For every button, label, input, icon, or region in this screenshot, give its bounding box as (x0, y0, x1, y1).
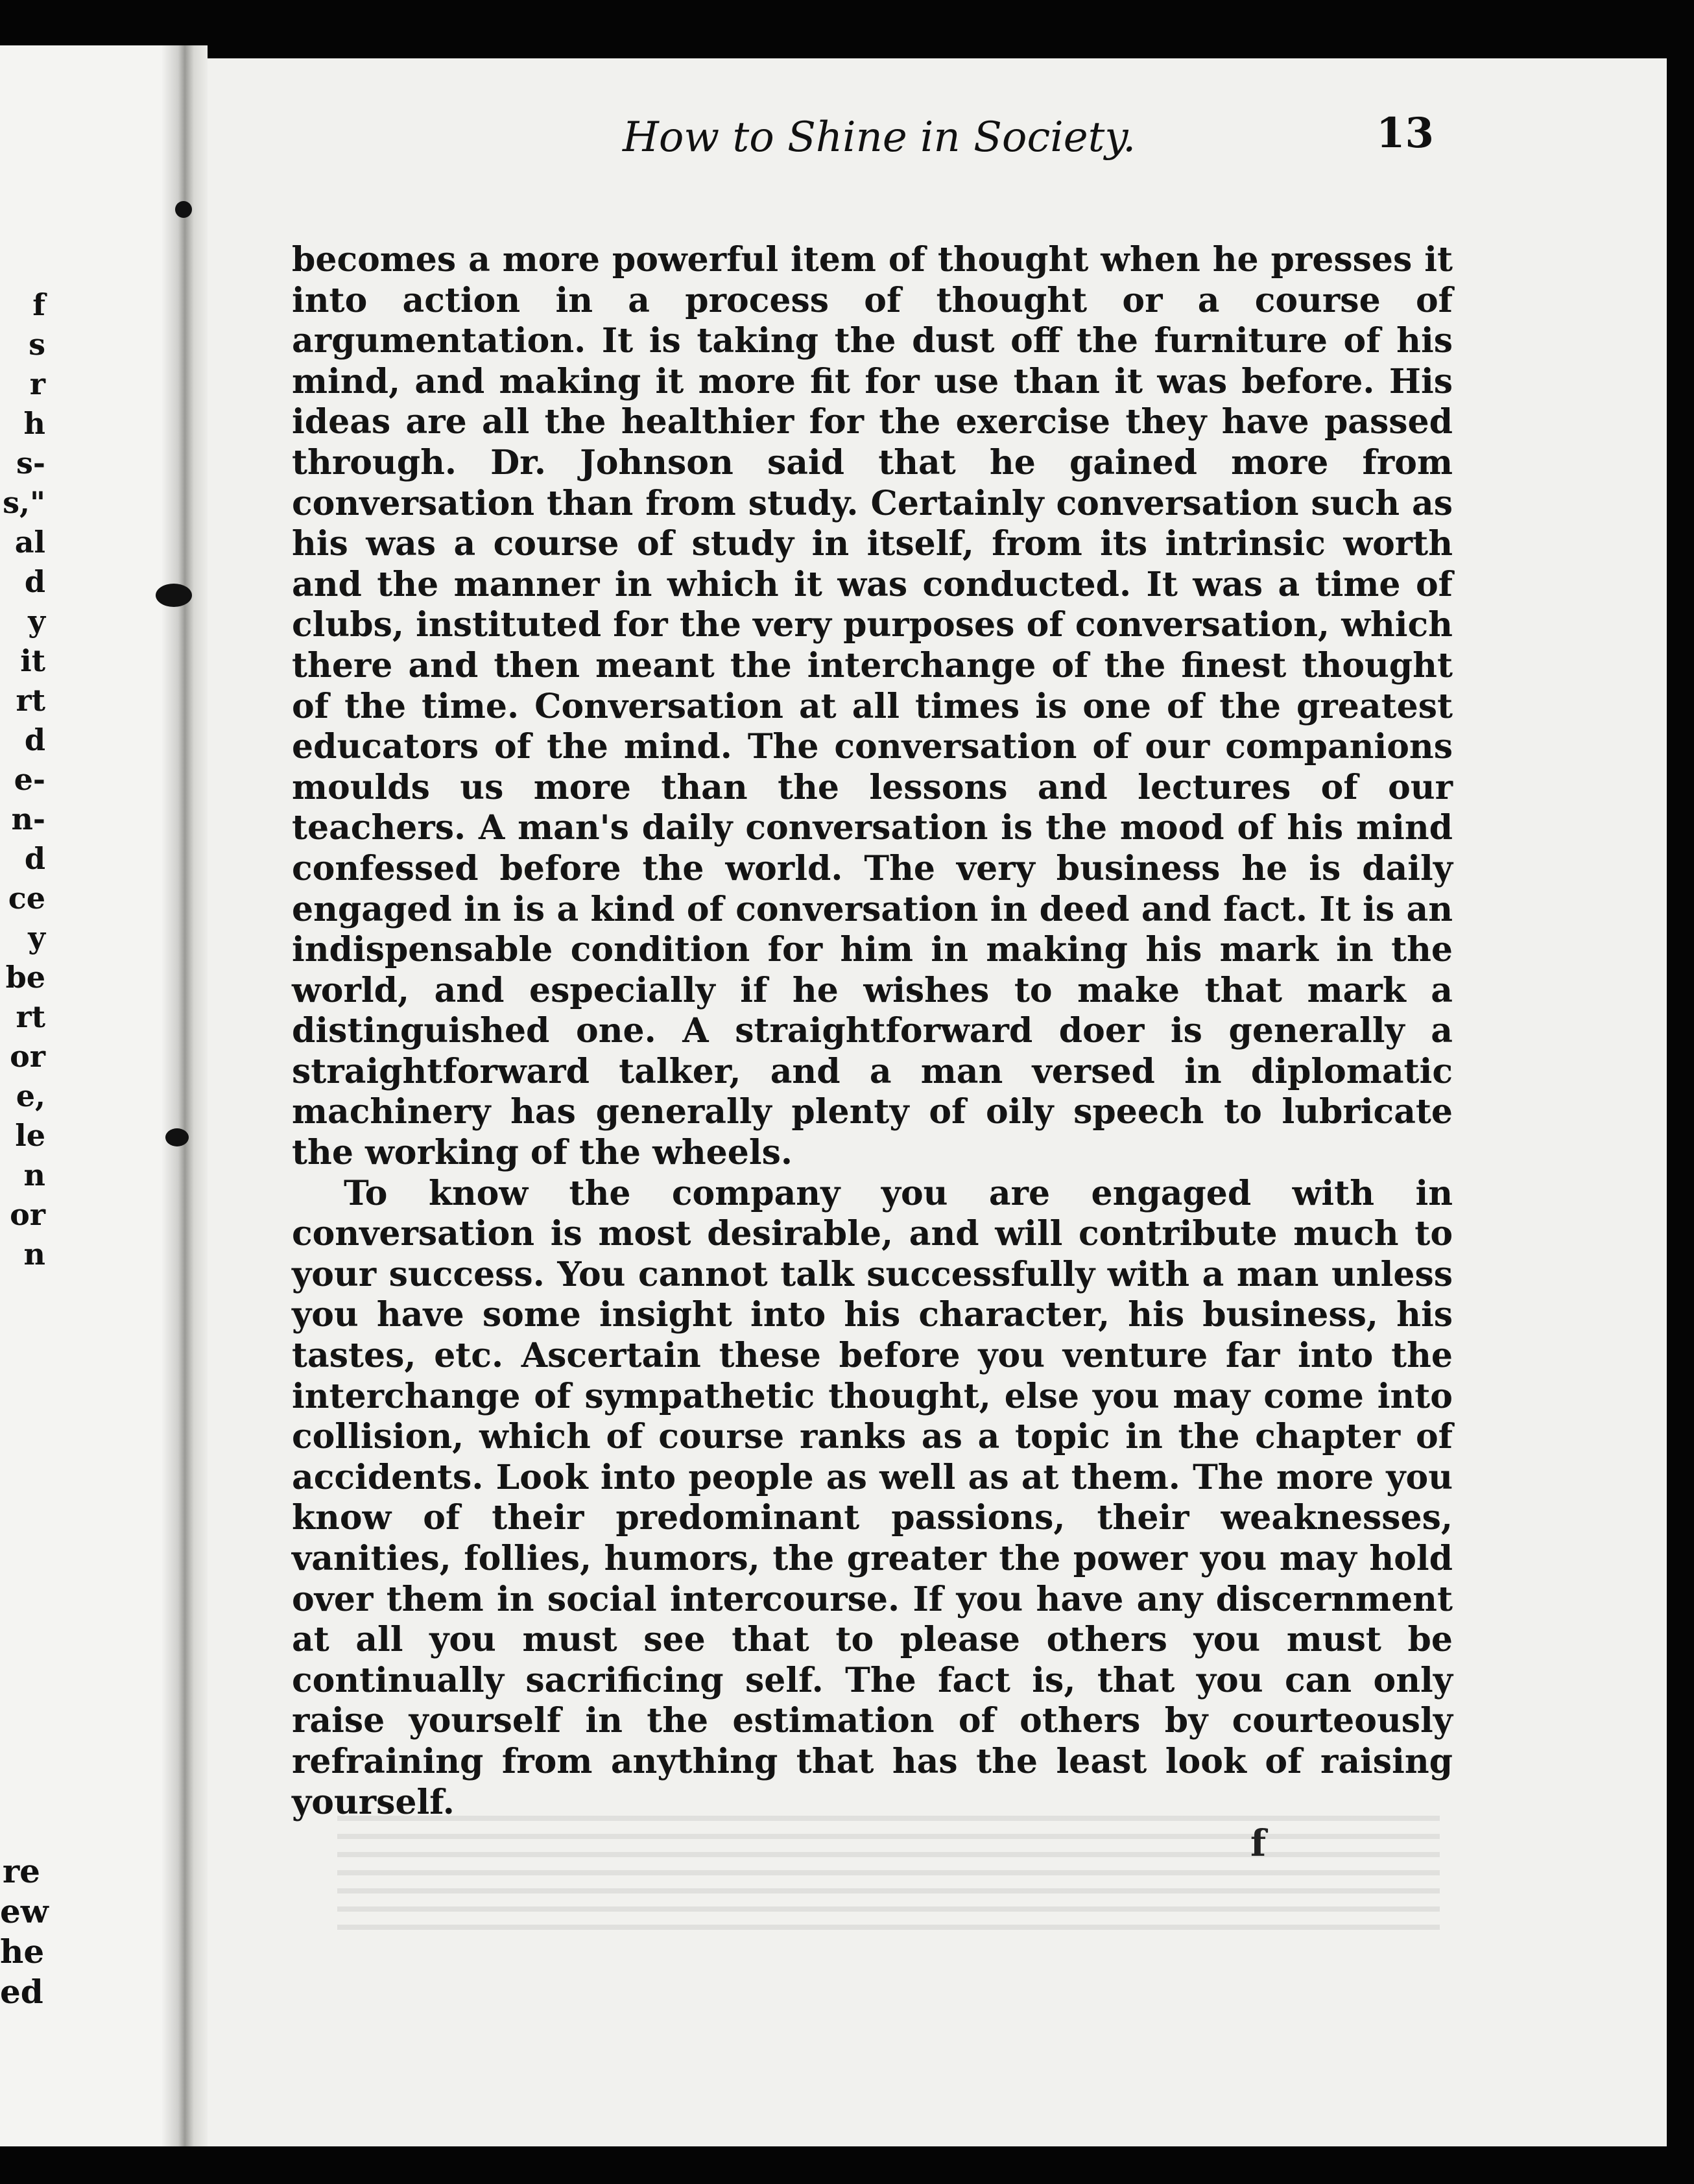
paragraph: To know the company you are engaged with in conversation is most desirable, and will contribute much to your success. You cannot talk successfully with a man unless you have some insight into his character, his business, his tastes, etc. Ascertain these before you venture far into the interchange of sympathetic thought, else you may come into collision, which of course ranks as a topic in the chapter of accidents. Look into people as well as at them. The more you know of their predominant passions, their weaknesses, vanities, follies, humors, the greater the power you may hold over them in social intercourse. If you have any discernment at all you must see that to please others you must be continually sacrificing self. The fact is, that you can only raise yourself in the estimation of others by courteously refraining from anything that has the least look of raising yourself. (292, 1173, 1453, 1822)
show-through-bleed (337, 1816, 1440, 1932)
left-fragment: d (24, 841, 45, 876)
binding-mark (165, 1128, 189, 1146)
left-fragment: e- (14, 762, 45, 797)
page-body (292, 240, 1453, 1823)
left-fragment: n (23, 1237, 45, 1272)
paragraph: becomes a more powerful item of thought when he presses it into action in a process of thought or a course of argumentation. It is taking the dust off the furniture of his mind, and making it more fit for use than it was before. His ideas are all the healthier for the exercise they have passed through. Dr. Johnson said that he gained more from conversation than from study. Certainly conversation such as his was a course of study in itself, from its intrinsic worth and the manner in which it was conducted. It was a time of clubs, instituted for the very purposes of conversation, which there and then meant the interchange of the finest thought of the time. Conversation at all times is one of the greatest educators of the mind. The conversation of our companions moulds us more than the lessons and lectures of our teachers. A man's daily conversation is the mood of his mind confessed before the world. The very business he is daily engaged in is a kind of conversation in deed and fact. It is an indispensable condition for him in making his mark in the world, and especially if he wishes to make that mark a distinguished one. A straightforward doer is generally a straightforward talker, and a man versed in diplomatic machinery has generally plenty of oily speech to lubricate the working of the wheels. (292, 240, 1453, 1173)
book-gutter (162, 45, 208, 2146)
left-fragment: f (32, 287, 45, 322)
left-fragment: d (24, 722, 45, 757)
left-fragment: s," (3, 485, 45, 520)
left-fragment: ce (8, 881, 45, 916)
running-head: How to Shine in Society. (623, 113, 1136, 161)
left-fragment: s- (16, 445, 45, 481)
left-fragment: re (2, 1852, 40, 1890)
left-page-line-fragments (0, 285, 45, 1274)
left-fragment: n (23, 1157, 45, 1193)
left-fragment: be (5, 960, 45, 995)
binding-mark (175, 201, 192, 218)
left-fragment: n- (11, 801, 45, 837)
left-fragment: le (15, 1118, 45, 1153)
left-fragment: y (28, 920, 45, 955)
left-fragment: he (0, 1932, 45, 1971)
left-fragment: ed (0, 1973, 43, 2011)
left-fragment: ew (0, 1892, 49, 1930)
left-fragment: s (29, 327, 45, 362)
left-fragment: e, (16, 1078, 45, 1113)
left-page-bottom-fragments (0, 1851, 49, 2012)
left-fragment: h (23, 406, 45, 441)
left-fragment: or (10, 1039, 45, 1074)
left-fragment: it (20, 643, 45, 678)
left-fragment: d (24, 564, 45, 599)
left-fragment: rt (16, 999, 45, 1034)
left-fragment: or (10, 1197, 45, 1232)
left-fragment: y (28, 604, 45, 639)
page-number: 13 (1376, 109, 1435, 158)
stray-print-mark: f (1250, 1822, 1267, 1865)
binding-mark (156, 584, 192, 607)
left-fragment: r (29, 366, 45, 401)
left-fragment: rt (16, 683, 45, 718)
left-fragment: al (14, 525, 45, 560)
